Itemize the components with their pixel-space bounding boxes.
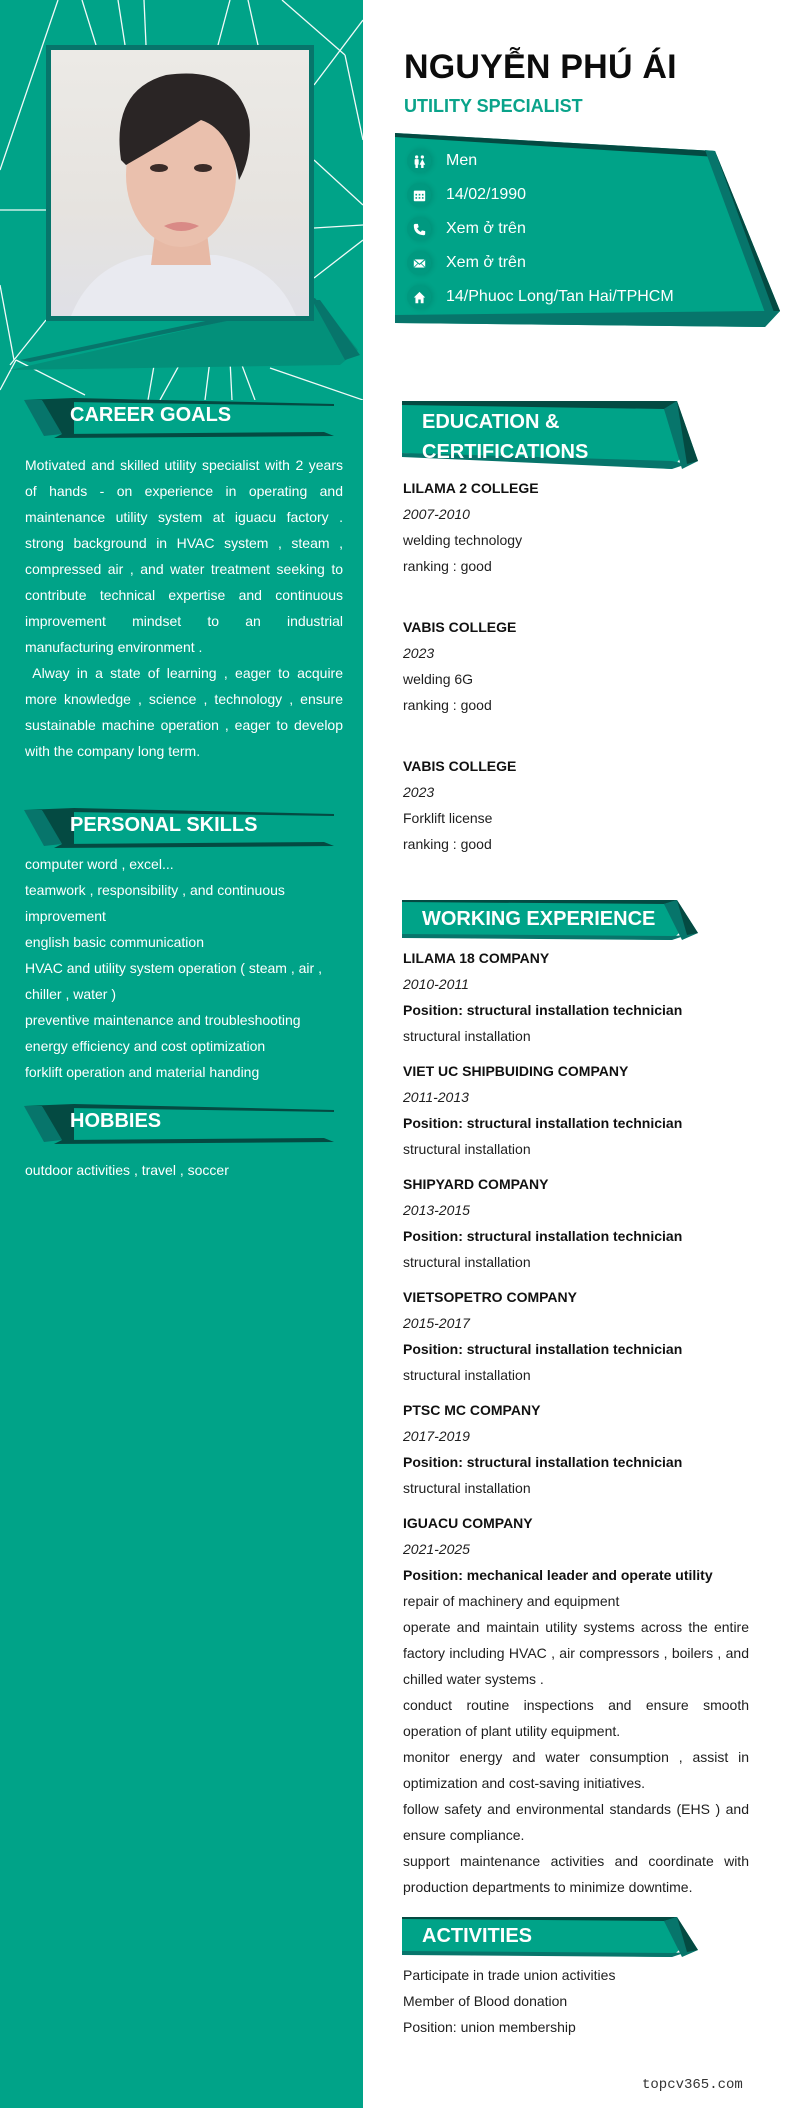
company-name: IGUACU COMPANY bbox=[403, 1515, 533, 1531]
activity-item: Participate in trade union activities bbox=[403, 1967, 616, 1983]
position: Position: structural installation technician bbox=[403, 1341, 683, 1357]
section-title: EDUCATION & CERTIFICATIONS bbox=[422, 411, 589, 463]
company-name: PTSC MC COMPANY bbox=[403, 1402, 541, 1418]
experience-item bbox=[403, 945, 749, 1049]
period: 2011-2013 bbox=[403, 1089, 469, 1105]
detail: operate and maintain utility systems across the entire factory including HVAC , air compressors , boilers , and chilled water systems . bbox=[403, 1619, 749, 1687]
detail: structural installation bbox=[403, 1141, 531, 1157]
school-name: VABIS COLLEGE bbox=[403, 758, 517, 774]
ranking: ranking : good bbox=[403, 558, 492, 574]
experience-list bbox=[403, 945, 749, 1900]
hobbies-text: outdoor activities , travel , soccer bbox=[25, 1162, 229, 1178]
mail-icon bbox=[407, 251, 431, 275]
education-item bbox=[403, 753, 749, 857]
paragraph: Motivated and skilled utility specialist with 2 years of hands - on experience in operating and maintenance utility system at iguacu factory . strong background in HVAC system , steam , compressed air , and water treatment seeking to contribute technical expertise and continuous improvement mindset to an industrial manufacturing environment . bbox=[25, 457, 343, 655]
position: Position: structural installation technician bbox=[403, 1454, 683, 1470]
activity-item: Member of Blood donation bbox=[403, 1993, 568, 2009]
experience-item bbox=[403, 1510, 749, 1900]
section-title: PERSONAL SKILLS bbox=[70, 814, 258, 836]
contact-email bbox=[407, 246, 674, 280]
personal-skills-header bbox=[24, 808, 334, 848]
period: 2010-2011 bbox=[403, 976, 469, 992]
career-goals-header bbox=[24, 398, 334, 438]
contact-value: Xem ở trên bbox=[446, 254, 526, 271]
contact-birthday bbox=[407, 178, 674, 212]
candidate-title: UTILITY SPECIALIST bbox=[404, 96, 583, 116]
ranking: ranking : good bbox=[403, 836, 492, 852]
period: 2023 bbox=[403, 645, 435, 661]
experience-item bbox=[403, 1397, 749, 1501]
skills-list bbox=[25, 851, 343, 1085]
contact-value: Men bbox=[446, 152, 478, 169]
contact-gender bbox=[407, 144, 674, 178]
contact-value: 14/02/1990 bbox=[446, 186, 527, 203]
contact-list bbox=[407, 144, 674, 314]
company-name: LILAMA 18 COMPANY bbox=[403, 950, 550, 966]
section-title: CAREER GOALS bbox=[70, 404, 232, 426]
calendar-icon bbox=[407, 183, 431, 207]
detail: support maintenance activities and coordinate with production departments to minimize downtime. bbox=[403, 1853, 749, 1895]
hobbies-header bbox=[24, 1104, 334, 1144]
major: Forklift license bbox=[403, 810, 493, 826]
detail: follow safety and environmental standards (EHS ) and ensure compliance. bbox=[403, 1801, 749, 1843]
company-name: SHIPYARD COMPANY bbox=[403, 1176, 549, 1192]
skill-item: english basic communication bbox=[25, 934, 204, 950]
period: 2023 bbox=[403, 784, 435, 800]
section-title: ACTIVITIES bbox=[422, 1925, 533, 1947]
section-title: WORKING EXPERIENCE bbox=[422, 908, 656, 930]
section-title: HOBBIES bbox=[70, 1110, 162, 1132]
experience-item bbox=[403, 1284, 749, 1388]
skill-item: energy efficiency and cost optimization bbox=[25, 1038, 266, 1054]
left-sidebar bbox=[0, 0, 363, 2108]
detail: structural installation bbox=[403, 1367, 531, 1383]
contact-phone bbox=[407, 212, 674, 246]
skill-item: preventive maintenance and troubleshooting bbox=[25, 1012, 301, 1028]
portrait-illustration bbox=[51, 50, 309, 316]
skill-item: HVAC and utility system operation ( steam , air , chiller , water ) bbox=[25, 960, 322, 1002]
home-icon bbox=[407, 285, 431, 309]
profile-photo bbox=[51, 50, 309, 316]
period: 2013-2015 bbox=[403, 1202, 470, 1218]
education-header bbox=[402, 401, 698, 463]
position: Position: structural installation technician bbox=[403, 1228, 683, 1244]
detail: structural installation bbox=[403, 1480, 531, 1496]
detail: structural installation bbox=[403, 1254, 531, 1270]
detail: monitor energy and water consumption , assist in optimization and cost-saving initiatives. bbox=[403, 1749, 749, 1791]
gender-icon bbox=[407, 149, 431, 173]
experience-item bbox=[403, 1171, 749, 1275]
major: welding 6G bbox=[403, 671, 474, 687]
skill-item: computer word , excel... bbox=[25, 856, 174, 872]
position: Position: structural installation technician bbox=[403, 1115, 683, 1131]
position: Position: mechanical leader and operate utility bbox=[403, 1567, 713, 1583]
career-goals-text bbox=[25, 452, 347, 764]
school-name: LILAMA 2 COLLEGE bbox=[403, 480, 539, 496]
period: 2007-2010 bbox=[403, 506, 470, 522]
education-list bbox=[403, 475, 749, 857]
education-item bbox=[403, 614, 749, 718]
company-name: VIET UC SHIPBUIDING COMPANY bbox=[403, 1063, 629, 1079]
watermark: topcv365.com bbox=[642, 2077, 743, 2093]
activities-list bbox=[403, 1962, 749, 2040]
activity-item: Position: union membership bbox=[403, 2019, 576, 2035]
skill-item: forklift operation and material handing bbox=[25, 1064, 260, 1080]
detail: conduct routine inspections and ensure smooth operation of plant utility equipment. bbox=[403, 1697, 749, 1739]
experience-item bbox=[403, 1058, 749, 1162]
ranking: ranking : good bbox=[403, 697, 492, 713]
period: 2017-2019 bbox=[403, 1428, 470, 1444]
skill-item: teamwork , responsibility , and continuous improvement bbox=[25, 882, 285, 924]
major: welding technology bbox=[403, 532, 523, 548]
position: Position: structural installation technician bbox=[403, 1002, 683, 1018]
school-name: VABIS COLLEGE bbox=[403, 619, 517, 635]
contact-value: 14/Phuoc Long/Tan Hai/TPHCM bbox=[446, 288, 674, 305]
detail: repair of machinery and equipment bbox=[403, 1593, 620, 1609]
contact-value: Xem ở trên bbox=[446, 220, 526, 237]
paragraph: Alway in a state of learning , eager to acquire more knowledge , science , technology , ensure sustainable machine operation , eager to develop with the company long term. bbox=[25, 665, 347, 759]
period: 2015-2017 bbox=[403, 1315, 470, 1331]
education-item bbox=[403, 475, 749, 579]
candidate-name: NGUYỄN PHÚ ÁI bbox=[404, 48, 677, 86]
period: 2021-2025 bbox=[403, 1541, 470, 1557]
detail: structural installation bbox=[403, 1028, 531, 1044]
contact-address bbox=[407, 280, 674, 314]
photo-frame bbox=[46, 45, 314, 321]
phone-icon bbox=[407, 217, 431, 241]
company-name: VIETSOPETRO COMPANY bbox=[403, 1289, 577, 1305]
